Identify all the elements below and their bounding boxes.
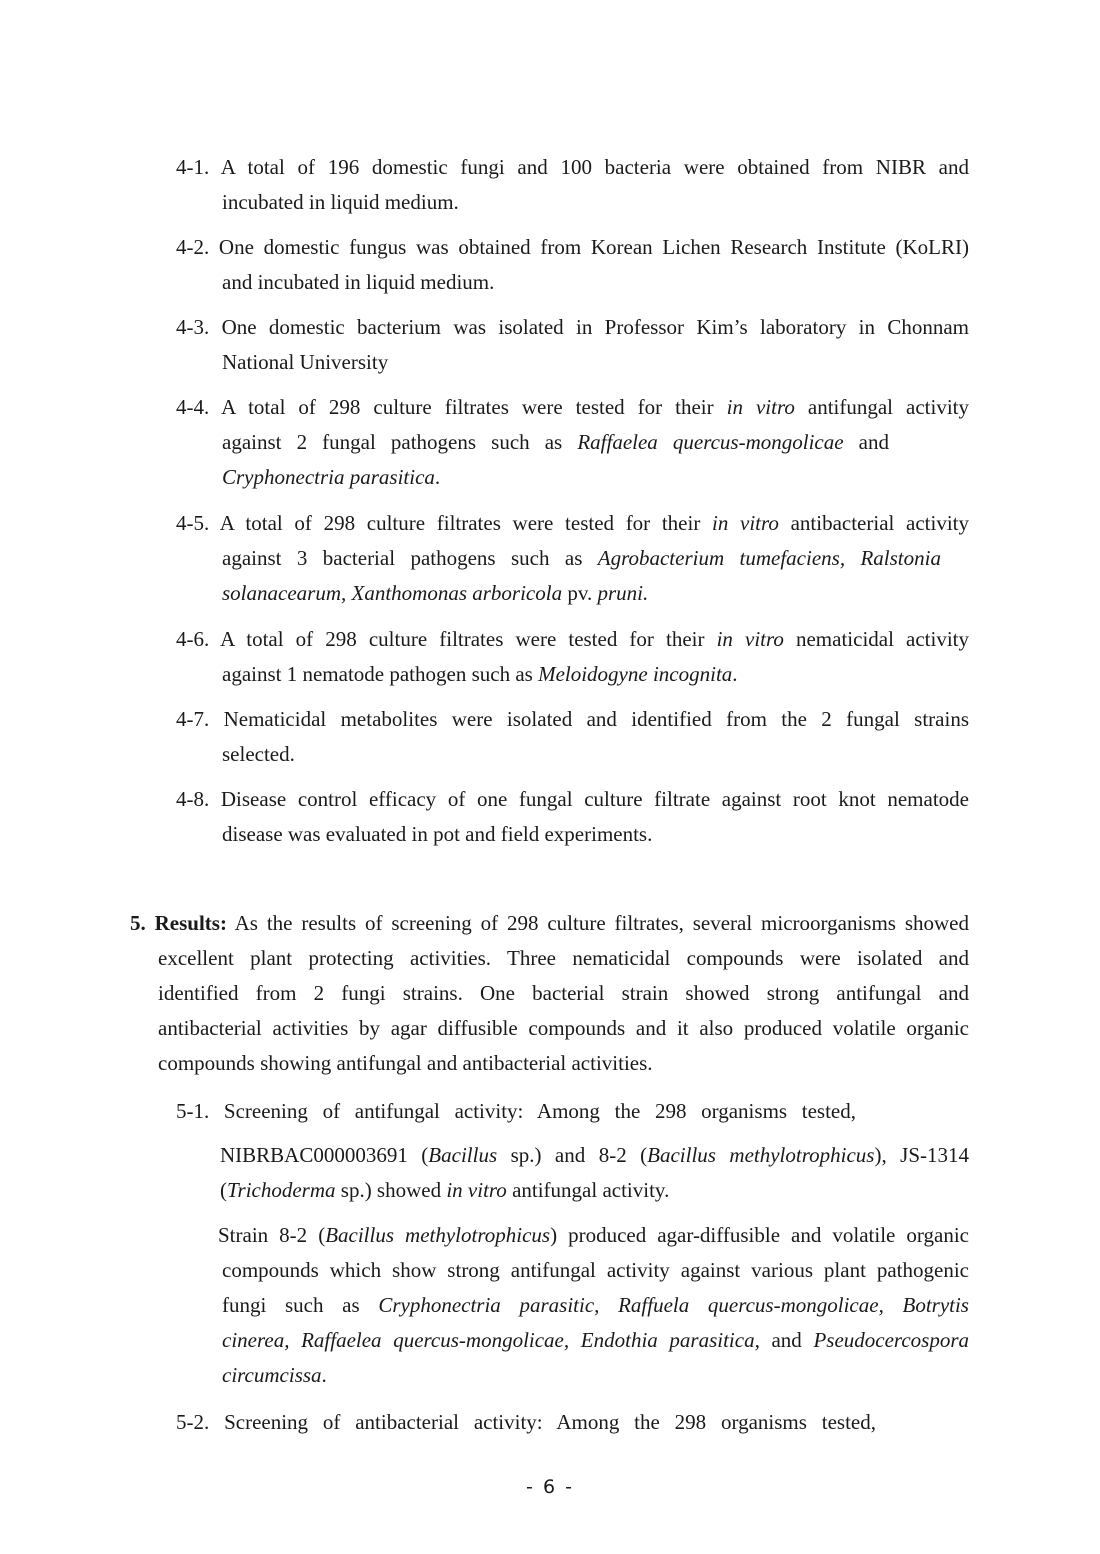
text-segment: and	[759, 1328, 814, 1352]
text-line	[176, 702, 969, 737]
text-line	[158, 1046, 969, 1081]
italic-text: Meloidogyne incognita	[538, 662, 733, 686]
italic-text: cinerea, Raffaelea quercus-mongolicae, Endothia parasitica,	[222, 1328, 760, 1352]
text-line	[158, 941, 969, 976]
text-line	[176, 622, 969, 657]
text-line	[222, 345, 969, 380]
text-segment: compounds which show strong antifungal activity against various plant pathogenic	[222, 1258, 969, 1282]
paragraph-1	[0, 150, 969, 220]
text-segment: against 1 nematode pathogen such as	[222, 662, 539, 686]
paragraph-5	[0, 506, 969, 611]
paragraph-10	[0, 1094, 856, 1129]
text-segment: .	[732, 662, 738, 686]
text-segment: nematicidal activity	[783, 627, 970, 651]
text-segment: antifungal activity	[794, 395, 969, 419]
italic-text: Bacillus methylotrophicus	[647, 1143, 875, 1167]
text-line	[222, 425, 889, 460]
paragraph-2	[0, 230, 969, 300]
text-segment: antibacterial activity	[778, 511, 970, 535]
text-segment: National University	[222, 350, 389, 374]
text-line	[222, 1253, 969, 1288]
text-segment: identified from 2 fungi strains. One bacterial strain showed strong antifungal and	[158, 981, 969, 1005]
bold-text: 5. Results:	[130, 911, 227, 935]
text-segment: against 3 bacterial pathogens such as	[222, 546, 598, 570]
text-segment: fungi such as	[222, 1293, 379, 1317]
italic-text: in vitro	[712, 511, 779, 535]
text-segment: 4-6. A total of 298 culture filtrates were tested for their	[176, 627, 717, 651]
italic-text: Cryphonectria parasitic, Raffuela quercus-mongolicae, Botrytis	[378, 1293, 969, 1317]
italic-text: in vitro	[726, 395, 795, 419]
text-line	[222, 1358, 969, 1393]
italic-text: Trichoderma	[227, 1178, 336, 1202]
text-segment: 4-2. One domestic fungus was obtained from Korean Lichen Research Institute (KoLRI)	[176, 235, 969, 259]
text-line	[130, 906, 969, 941]
text-segment: 4-4. A total of 298 culture filtrates were tested for their	[176, 395, 727, 419]
paragraph-8	[0, 782, 969, 852]
text-line	[176, 150, 969, 185]
text-line	[158, 1011, 969, 1046]
text-segment: Strain 8-2 (	[218, 1223, 326, 1247]
text-line	[176, 390, 969, 425]
text-segment: against 2 fungal pathogens such as	[222, 430, 578, 454]
text-segment: compounds showing antifungal and antibacterial activities.	[158, 1051, 653, 1075]
text-segment: sp.) and 8-2 (	[497, 1143, 648, 1167]
text-line	[222, 657, 969, 692]
text-segment: 4-5. A total of 298 culture filtrates were tested for their	[176, 511, 713, 535]
text-segment: sp.) showed	[335, 1178, 447, 1202]
text-line	[176, 230, 969, 265]
text-line	[222, 185, 969, 220]
italic-text: in vitro	[716, 627, 784, 651]
text-segment: and incubated in liquid medium.	[222, 270, 495, 294]
italic-text: Bacillus	[428, 1143, 498, 1167]
italic-text: Cryphonectria parasitica	[222, 465, 435, 489]
italic-text: Raffaelea quercus-mongolicae	[577, 430, 844, 454]
text-segment: 4-7. Nematicidal metabolites were isolated and identified from the 2 fungal strains	[176, 707, 969, 731]
text-segment: antibacterial activities by agar diffusible compounds and it also produced volatile organic	[158, 1016, 969, 1040]
text-segment: excellent plant protecting activities. Three nematicidal compounds were isolated and	[158, 946, 969, 970]
text-segment: .	[321, 1363, 327, 1387]
italic-text: Bacillus methylotrophicus	[325, 1223, 551, 1247]
text-line	[176, 782, 969, 817]
text-segment: 5-2. Screening of antibacterial activity: Among the 298 organisms tested,	[176, 1410, 876, 1434]
text-line	[222, 576, 969, 611]
text-segment: 4-8. Disease control efficacy of one fungal culture filtrate against root knot nematode	[176, 787, 969, 811]
text-segment: antifungal activity.	[506, 1178, 670, 1202]
text-line	[218, 1218, 969, 1253]
text-segment: ) produced agar-diffusible and volatile organic	[550, 1223, 969, 1247]
text-line	[222, 1288, 969, 1323]
paragraph-9	[0, 906, 969, 1081]
italic-text: pruni.	[597, 581, 649, 605]
paragraph-3	[0, 310, 969, 380]
text-segment: As the results of screening of 298 culture filtrates, several microorganisms showed	[226, 911, 969, 935]
paragraph-13	[0, 1405, 876, 1440]
italic-text: Pseudocercospora	[813, 1328, 969, 1352]
paragraph-6	[0, 622, 969, 692]
text-line	[222, 265, 969, 300]
text-line	[176, 1405, 876, 1440]
italic-text: circumcissa	[222, 1363, 322, 1387]
text-line	[176, 506, 969, 541]
page-number: - 6 -	[526, 1476, 574, 1498]
paragraph-7	[0, 702, 969, 772]
paragraph-12	[0, 1218, 969, 1393]
text-line	[158, 976, 969, 1011]
text-line	[176, 310, 969, 345]
text-segment: disease was evaluated in pot and field experiments.	[222, 822, 653, 846]
italic-text: solanacearum, Xanthomonas arboricola	[222, 581, 563, 605]
text-line	[222, 737, 969, 772]
text-line	[220, 1173, 969, 1208]
paragraph-11	[0, 1138, 969, 1208]
text-segment: 4-3. One domestic bacterium was isolated in Professor Kim’s laboratory in Chonnam	[176, 315, 969, 339]
text-line	[222, 460, 969, 495]
paragraph-4	[0, 390, 969, 495]
italic-text: in vitro	[446, 1178, 507, 1202]
text-segment: 4-1. A total of 196 domestic fungi and 100 bacteria were obtained from NIBR and	[176, 155, 969, 179]
text-line	[220, 1138, 969, 1173]
text-line	[222, 541, 941, 576]
text-segment: 5-1. Screening of antifungal activity: Among the 298 organisms tested,	[176, 1099, 856, 1123]
text-segment: incubated in liquid medium.	[222, 190, 459, 214]
text-segment: selected.	[222, 742, 295, 766]
text-line	[222, 1323, 969, 1358]
text-segment: NIBRBAC000003691 (	[220, 1143, 429, 1167]
text-line	[222, 817, 969, 852]
text-segment: and	[843, 430, 889, 454]
text-segment: .	[434, 465, 441, 489]
text-segment: pv.	[562, 581, 598, 605]
text-segment: (	[220, 1178, 227, 1202]
text-line	[176, 1094, 856, 1129]
italic-text: Agrobacterium tumefaciens, Ralstonia	[597, 546, 941, 570]
text-segment: ), JS-1314	[874, 1143, 969, 1167]
